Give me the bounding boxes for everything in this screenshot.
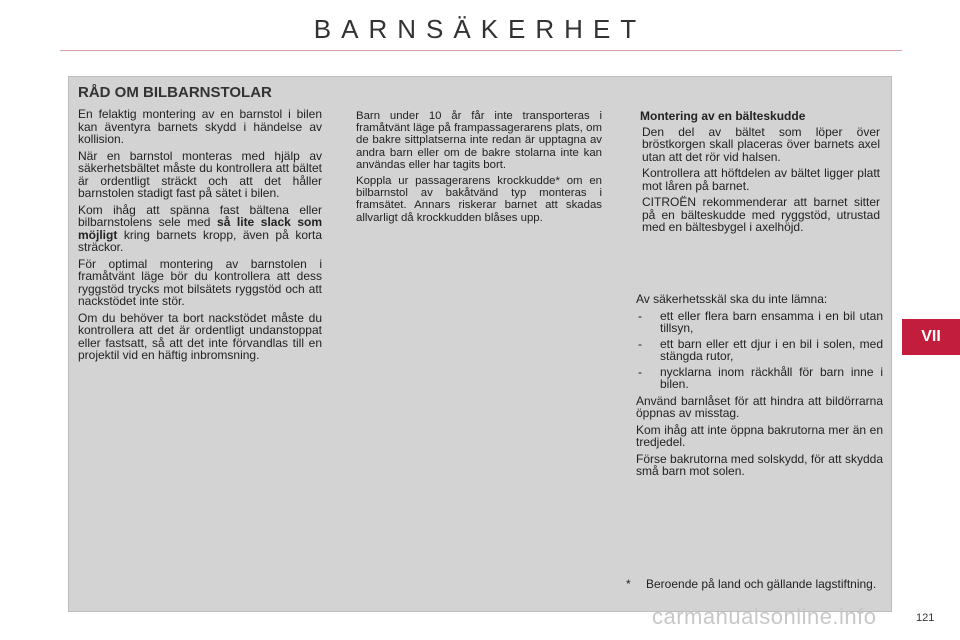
emphasis: så lite slack som möjligt	[78, 215, 323, 242]
footnote-marker: *	[626, 577, 631, 591]
list-intro: Av säkerhetsskäl ska du inte lämna:	[636, 292, 828, 306]
page-number: 121	[916, 612, 935, 624]
paragraph: Förse bakrutorna med solskydd, för att skydda små barn mot solen.	[636, 451, 883, 478]
column-3	[640, 110, 880, 238]
column-2	[356, 110, 602, 228]
paragraph: CITROËN rekommenderar att barnet sitter på en bälteskudde med ryggstöd, utrustad med en bältesbygel i axelhöjd.	[642, 195, 880, 234]
column-1	[78, 108, 322, 366]
page-title: BARNSÄKERHET	[313, 14, 647, 44]
paragraph: Om du behöver ta bort nackstödet måste du kontrollera att det är ordentligt undanstoppat eller fastsatt, så att det inte förvandlas till en projektil vid en häftig inbromsning.	[78, 310, 322, 362]
paragraph: För optimal montering av barnstolen i framåtvänt läge bör du kontrollera att dess ryggstöd trycks mot bilsätets ryggstöd och att nackstödet inte stör.	[78, 256, 322, 308]
list-item: - ett barn eller ett djur i en bil i solen, med stängda rutor,	[638, 336, 883, 363]
dash-bullet: -	[638, 336, 642, 351]
list-item: - ett eller flera barn ensamma i en bil utan tillsyn,	[638, 308, 883, 335]
section-heading: RÅD OM BILBARNSTOLAR	[78, 84, 272, 101]
paragraph: En felaktig montering av en barnstol i bilen kan äventyra barnets skydd i händelse av kollision.	[78, 107, 322, 146]
paragraph: Barn under 10 år får inte transporteras i framåtvänt läge på frampassagerarens plats, om de bakre sittplatserna inte redan är upptagna av andra barn eller om de bakre stolarna inte kan användas eller har tagits bort.	[356, 110, 602, 171]
list-item: - nycklarna inom räckhåll för barn inne i bilen.	[638, 364, 883, 391]
column-4	[636, 293, 883, 482]
dash-bullet: -	[638, 308, 642, 323]
paragraph: Kom ihåg att spänna fast bältena eller bilbarnstolens sele med så lite slack som möjligt kring barnets kropp, även på korta sträckor.	[78, 202, 323, 254]
title-divider	[60, 50, 902, 51]
paragraph: När en barnstol monteras med hjälp av säkerhetsbältet måste du kontrollera att bältet är ordentligt sträckt och att det håller barnstolen stadigt fast på sätet i bilen.	[78, 148, 322, 200]
watermark: carmanualsonline.info	[652, 604, 877, 629]
paragraph: Använd barnlåset för att hindra att bildörrarna öppnas av misstag.	[636, 393, 883, 420]
warning-list	[636, 310, 883, 391]
dash-bullet: -	[638, 364, 642, 379]
paragraph: Kontrollera att höftdelen av bältet ligger platt mot låren på barnet.	[642, 166, 880, 193]
paragraph: Den del av bältet som löper över bröstkorgen skall placeras över barnets axel utan att det rör vid halsen.	[642, 124, 880, 164]
chapter-tab: VII	[902, 319, 960, 355]
footnote	[626, 578, 882, 591]
footnote-text: Beroende på land och gällande lagstiftning.	[646, 577, 877, 591]
paragraph: Kom ihåg att inte öppna bakrutorna mer än en tredjedel.	[636, 422, 883, 449]
paragraph: Koppla ur passagerarens krockkudde* om en bilbarnstol av bakåtvänd typ monteras i framsätet. Annars riskerar barnet att skadas allvarligt då krockkudden blåses upp.	[356, 175, 602, 224]
subheading: Montering av en bälteskudde	[640, 109, 806, 123]
